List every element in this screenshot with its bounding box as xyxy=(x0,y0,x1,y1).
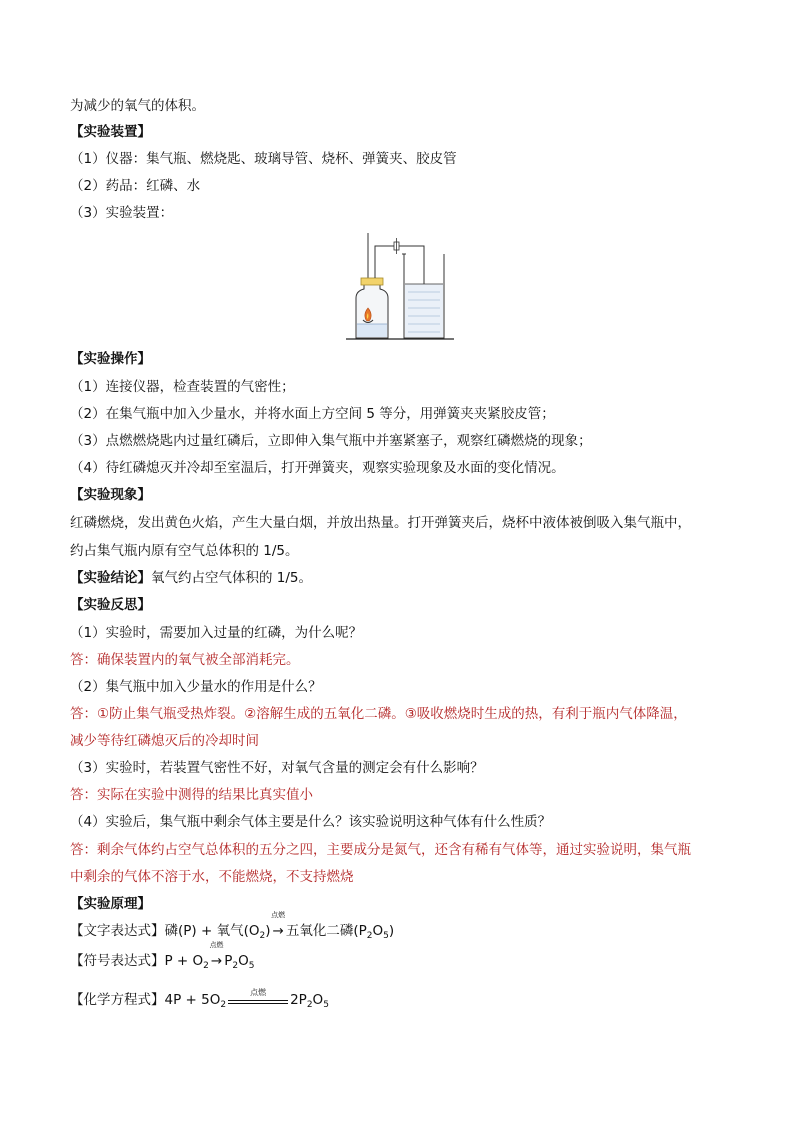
answer-4-line-1: 答：剩余气体约占空气总体积的五分之四，主要成分是氮气，还含有稀有气体等，通过实验说明，集气瓶 xyxy=(70,842,691,858)
reaction-condition-arrow: 点燃 → xyxy=(209,941,224,969)
question-4: （4）实验后，集气瓶中剩余气体主要是什么？该实验说明这种气体有什么性质？ xyxy=(70,814,552,830)
apparatus-heading: 【实验装置】 xyxy=(70,124,151,140)
phenomenon-line-1: 红磷燃烧，发出黄色火焰，产生大量白烟，并放出热量。打开弹簧夹后，烧杯中液体被倒吸入集气瓶中， xyxy=(70,515,691,531)
operation-heading: 【实验操作】 xyxy=(70,351,151,367)
apparatus-item-2: （2）药品：红磷、水 xyxy=(70,178,201,194)
chemical-equation-label: 【化学方程式】 xyxy=(70,992,165,1008)
apparatus-item-3: （3）实验装置： xyxy=(70,205,174,221)
answer-1: 答：确保装置内的氧气被全部消耗完。 xyxy=(70,652,300,668)
symbol-equation: 【符号表达式】$P + O_2$ 点燃 → $P_2O_5$ xyxy=(70,941,255,971)
operation-item-2: （2）在集气瓶中加入少量水，并将水面上方空间 5 等分，用弹簧夹夹紧胶皮管； xyxy=(70,406,555,422)
answer-2-line-1: 答：①防止集气瓶受热炸裂。②溶解生成的五氧化二磷。③吸收燃烧时生成的热，有利于瓶内气体降温， xyxy=(70,706,687,722)
operation-item-3: （3）点燃燃烧匙内过量红磷后，立即伸入集气瓶中并塞紧塞子，观察红磷燃烧的现象； xyxy=(70,433,592,449)
symbol-equation-label: 【符号表达式】 xyxy=(70,953,165,969)
conclusion-row xyxy=(70,568,735,588)
word-equation: 【文字表达式】磷(P) + 氧气$(O_2)$ 点燃 → 五氧化二磷$(P_2O_5)$ xyxy=(70,911,395,941)
question-3: （3）实验时，若装置气密性不好，对氧气含量的测定会有什么影响？ xyxy=(70,760,484,776)
operation-item-4: （4）待红磷熄灭并冷却至室温后，打开弹簧夹，观察实验现象及水面的变化情况。 xyxy=(70,460,565,476)
conclusion-text: 氧气约占空气体积的 1/5。 xyxy=(151,570,313,586)
apparatus-item-1: （1）仪器：集气瓶、燃烧匙、玻璃导管、烧杯、弹簧夹、胶皮管 xyxy=(70,151,457,167)
phenomenon-line-2: 约占集气瓶内原有空气总体积的 1/5。 xyxy=(70,543,299,559)
answer-4-line-2: 中剩余的气体不溶于水，不能燃烧，不支持燃烧 xyxy=(70,869,354,885)
reaction-condition-arrow: 点燃 → xyxy=(271,911,286,939)
reflection-heading: 【实验反思】 xyxy=(70,597,151,613)
conclusion-heading: 【实验结论】 xyxy=(70,570,151,586)
principle-heading: 【实验原理】 xyxy=(70,896,151,912)
answer-2-line-2: 减少等待红磷熄灭后的冷却时间 xyxy=(70,733,259,749)
answer-3: 答：实际在实验中测得的结果比真实值小 xyxy=(70,787,313,803)
word-equation-label: 【文字表达式】 xyxy=(70,923,165,939)
chemical-equation: 【化学方程式】$4P + 5O_2$ 点燃 $2P_2O_5$ xyxy=(70,988,329,1010)
experiment-apparatus-figure xyxy=(344,228,456,342)
reaction-equals-sign: 点燃 xyxy=(228,993,288,1007)
intro-text: 为减少的氧气的体积。 xyxy=(70,98,205,114)
operation-item-1: （1）连接仪器，检查装置的气密性； xyxy=(70,379,295,395)
phenomenon-heading: 【实验现象】 xyxy=(70,487,151,503)
question-1: （1）实验时，需要加入过量的红磷，为什么呢？ xyxy=(70,625,363,641)
question-2: （2）集气瓶中加入少量水的作用是什么？ xyxy=(70,679,322,695)
